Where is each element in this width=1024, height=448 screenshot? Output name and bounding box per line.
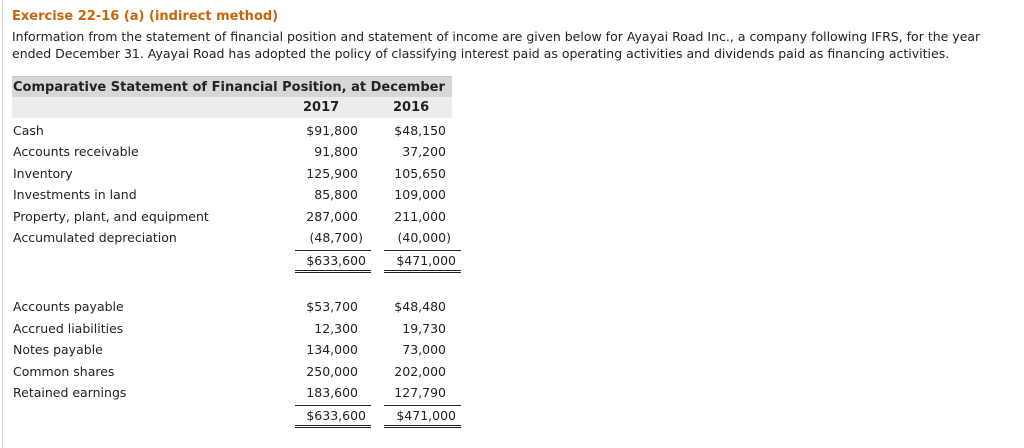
exercise-panel [2, 0, 1022, 448]
table-row [12, 120, 452, 141]
value-2017: 134,000 [306, 342, 358, 357]
table-row [12, 206, 452, 227]
value-2016: 19,730 [402, 321, 446, 336]
row-label: Cash [13, 123, 44, 138]
value-2016: 37,200 [402, 144, 446, 159]
table-row [12, 296, 452, 317]
row-label: Retained earnings [13, 385, 127, 400]
row-label: Inventory [13, 166, 73, 181]
value-2016: 73,000 [402, 342, 446, 357]
value-2016: 105,650 [394, 166, 446, 181]
assets-total-2016: $471,000 [384, 250, 461, 273]
year-header-row [12, 97, 452, 118]
value-2017: 91,800 [314, 144, 358, 159]
value-2016: $48,480 [394, 299, 446, 314]
row-label: Accounts payable [13, 299, 124, 314]
row-label: Investments in land [13, 187, 137, 202]
value-2016: 109,000 [394, 187, 446, 202]
value-2017: 125,900 [306, 166, 358, 181]
liabilities-total-2017: $633,600 [295, 405, 371, 428]
liabilities-total-2016: $471,000 [384, 405, 461, 428]
value-2017: 250,000 [306, 364, 358, 379]
assets-total-2017: $633,600 [295, 250, 371, 273]
year-2017-header: 2017 [303, 100, 340, 115]
row-label: Accumulated depreciation [13, 230, 177, 245]
value-2017: $91,800 [306, 123, 358, 138]
exercise-intro: Information from the statement of financial position and statement of income are given below for Ayayai Road Inc., a company following IFRS, for the year ended December 31. Ayayai Road has adopted the policy of classifying interest paid as operating activities and dividends paid as financing activities. [12, 29, 981, 61]
table-row [12, 184, 452, 205]
value-2016: (40,000) [397, 230, 451, 245]
value-2016: 202,000 [394, 364, 446, 379]
row-label: Property, plant, and equipment [13, 209, 209, 224]
value-2017: $53,700 [306, 299, 358, 314]
year-2016-header: 2016 [393, 100, 430, 115]
value-2017: 183,600 [306, 385, 358, 400]
value-2016: 127,790 [394, 385, 446, 400]
table-row [12, 382, 452, 403]
table-row [12, 163, 452, 184]
table-row [12, 227, 452, 248]
exercise-title: Exercise 22-16 (a) (indirect method) [12, 9, 279, 24]
row-label: Accounts receivable [13, 144, 139, 159]
value-2017: 12,300 [314, 321, 358, 336]
value-2016: 211,000 [394, 209, 446, 224]
table-row [12, 141, 452, 162]
financial-position-table [12, 76, 456, 423]
value-2017: 287,000 [306, 209, 358, 224]
value-2016: $48,150 [394, 123, 446, 138]
row-label: Accrued liabilities [13, 321, 124, 336]
value-2017: (48,700) [309, 230, 363, 245]
table-title: Comparative Statement of Financial Position, at December [12, 76, 452, 97]
table-row [12, 339, 452, 360]
row-label: Notes payable [13, 342, 103, 357]
table-row [12, 318, 452, 339]
value-2017: 85,800 [314, 187, 358, 202]
row-label: Common shares [13, 364, 115, 379]
table-row [12, 361, 452, 382]
left-border [2, 0, 3, 448]
